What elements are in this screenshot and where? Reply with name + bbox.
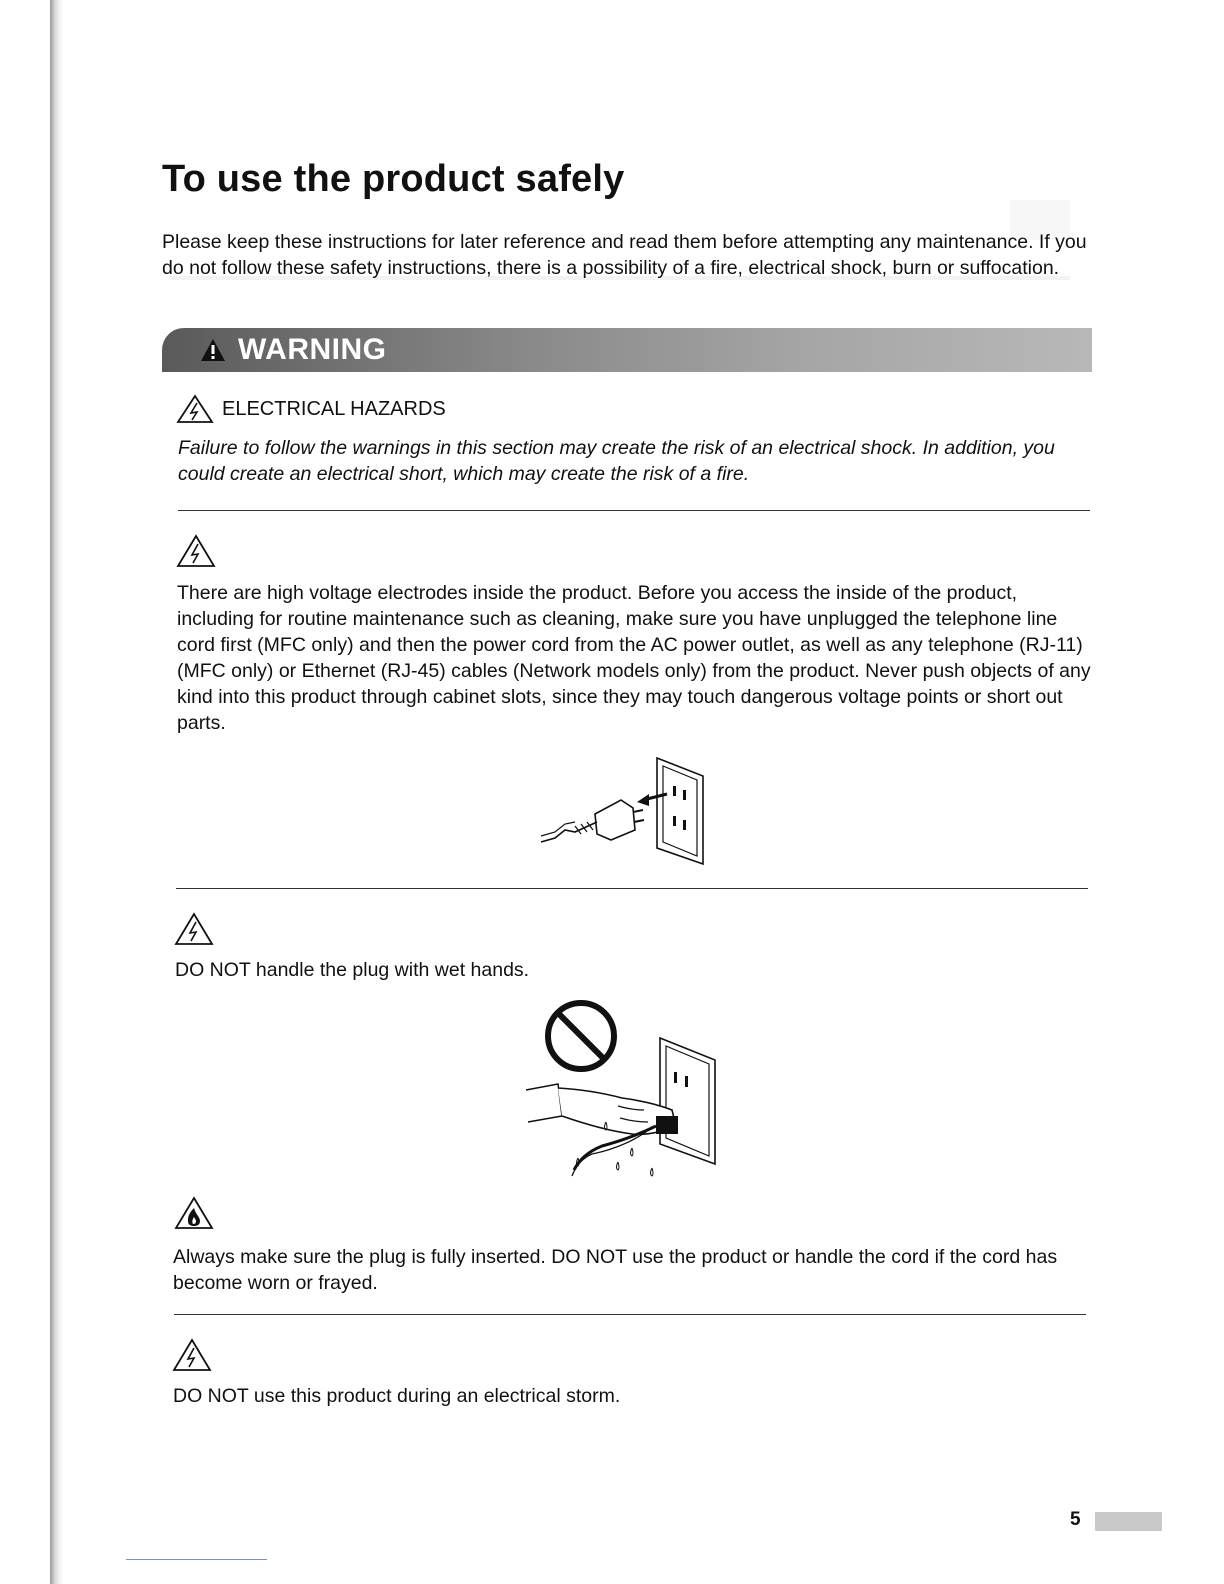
divider xyxy=(176,888,1088,889)
section-heading xyxy=(176,394,446,424)
warning-triangle-icon xyxy=(200,338,226,362)
electrical-hazard-icon xyxy=(174,912,214,946)
footer-line xyxy=(126,1559,267,1560)
intro-paragraph: Please keep these instructions for later reference and read them before attempting any maintenance. If you do not follow these safety instructions, there is a possibility of a fire, electrical shock, burn or suffocation. xyxy=(162,231,1087,279)
fire-hazard-icon xyxy=(174,1196,214,1230)
warning-text: Always make sure the plug is fully inserted. DO NOT use the product or handle the cord if the cord has become worn or frayed. xyxy=(173,1246,1058,1294)
page-binding-shadow xyxy=(50,0,64,1584)
page-tab-marker xyxy=(1095,1512,1162,1531)
no-wet-hands-illustration xyxy=(522,998,722,1183)
warning-text: There are high voltage electrodes inside the product. Before you access the inside of the product, including for routine maintenance such as cleaning, make sure you have unplugged the telephone line cord first (MFC only) and then the power cord from the AC power outlet, as well as any telephone (RJ-11) (MFC only) or Ethernet (RJ-45) cables (Network models only) from the product. Never push objects of any kind into this product through cabinet slots, since they may touch dangerous voltage points or short out parts. xyxy=(177,582,1091,734)
unplug-power-cord-illustration xyxy=(535,756,715,866)
electrical-hazard-icon xyxy=(176,534,216,568)
electrical-hazard-icon xyxy=(172,1338,212,1372)
divider xyxy=(174,1314,1086,1315)
section-heading-label: ELECTRICAL HAZARDS xyxy=(222,397,446,420)
warning-text: DO NOT handle the plug with wet hands. xyxy=(175,959,530,981)
page-number: 5 xyxy=(1070,1509,1081,1530)
warning-label: WARNING xyxy=(238,333,387,366)
divider xyxy=(178,510,1090,511)
section-description: Failure to follow the warnings in this section may create the risk of an electrical shock. In addition, you could create an electrical short, which may create the risk of a fire. xyxy=(178,437,1055,485)
warning-text: DO NOT use this product during an electrical storm. xyxy=(173,1385,621,1407)
electrical-hazard-icon xyxy=(176,394,214,424)
page-title: To use the product safely xyxy=(162,158,625,200)
warning-banner xyxy=(162,328,1092,372)
